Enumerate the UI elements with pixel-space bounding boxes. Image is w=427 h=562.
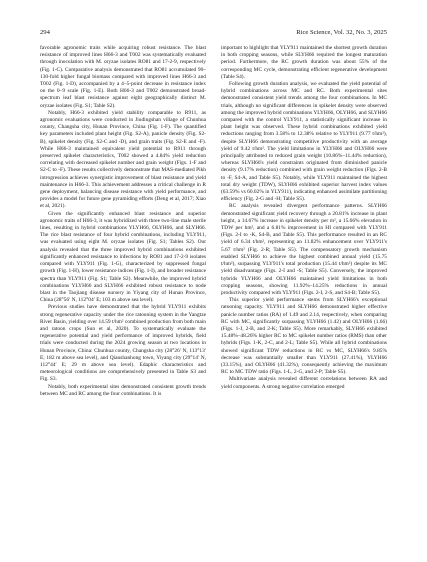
right-column (221, 45, 387, 550)
journal-citation: Rice Science, Vol. 32, No. 3, 2025 (296, 29, 387, 36)
paragraph: favorable agronomic traits while acquiring robust resistance. The blast resistance of improved lines H66-3 and T002 was systematically evaluated through inoculation with M. oryzae isolates RO81 and 17-2-9, respectively (Fig. 1-C). Comparative analysis demonstrated that RO81 accumulated 90–130-fold higher fungal biomass compared with improved lines H66-3 and T002 (Fig. 1-D), accompanied by a 4–5-point decrease in resistance index on the 0–9 scale (Fig. 1-E). Both H66-3 and T002 demonstrated broad-spectrum leaf blast resistance against eight geographically distinct M. oryzae isolates (Fig. S1; Table S2). (40, 45, 206, 109)
paragraph: This superior yield performance stems from SLYH66's exceptional ratooning capacity. YLY911 and SLYH66 demonstrated higher effective panicle number ratios (RA) of 1.49 and 2.14, respectively, when comparing RC with MC, significantly surpassing YLYH66 (1.42) and OLYH66 (1.66) (Figs. 1-J, 2-B, and 2-K; Table S5). More remarkably, SLYH66 exhibited 15.48%–48.26% higher RC to MC spikelet number ratios (RMS) than other hybrids (Figs. 1-K, 2-C, and 2-L; Table S5). While all hybrid combinations showed significant TDW reductions in RC vs MC, SLYH66's 9.85% decrease was substantially smaller than YLY911 (27.41%), YLYH66 (33.15%), and OLYH66 (41.32%), consequently achieving the maximum RC to MC TDW ratio (Figs. 1-L, 2-G, and 2-P; Table S5). (221, 297, 387, 376)
paragraph: Notably, H66-3 exhibited yield stability comparable to R911, as agronomic evaluations were conducted in Jiudingshan village of Chunhua county, Changsha city, Hunan Province, China (Fig. 1-F). The quantified key parameters included plant height (Fig. S2-A), panicle density (Fig. S2-B), spikelet density (Fig. S2-C and -D), and grain traits (Fig. S2-E and -F). While H66-3 maintained equivalent yield potential to R911 through preserved spikelet characteristics, T002 showed a 4.84% yield reduction correlating with decreased spikelet number and grain weight (Figs. 1-F and S2-C to -F). These results collectively demonstrate that MAS-mediated Pikh introgression achieves synergistic improvement of blast resistance and yield maintenance in H66-3. This achievement addresses a critical challenge in R gene deployment, balancing disease resistance with yield performance, and provides a model for future gene pyramiding efforts (Deng et al, 2017; Xiao et al, 2021). (40, 109, 206, 210)
paragraph: Notably, both experimental sites demonstrated consistent growth trends between MC and RC among the four combinations. It is (40, 383, 206, 397)
paragraph: Following growth duration analysis, we evaluated the yield potential of hybrid combinations across MC and RC. Both experimental sites demonstrated consistent yield trends among the four combinations. In MC trials, although no significant differences in spikelet density were observed among the improved hybrid combinations YLYH66, OLYH66, and SLYH66 compared with the control YLY911, a statistically significant increase in plant height was observed. These hybrid combinations exhibited yield reductions ranging from 3.58% to 12.38% relative to YLY911 (9.77 t/hm²), despite SLYH66 demonstrating competitive productivity with an average yield of 9.42 t/hm². The yield limitations in YLYH66 and OLYH66 were principally attributed to reduced grain weight (10.86%–11.44% reduction), whereas SLYH66's yield constraints originated from diminished panicle density (9.17% reduction) combined with grain weight reduction (Figs. 2-B to -F, S4-A, and Table S5). Notably, while YLY911 maintained the highest total dry weight (TDW), SLYH66 exhibited superior harvest index values (63.59% vs 60.02% in YLY911), indicating enhanced assimilate partitioning efficiency (Fig. 2-G and -H; Table S5). (221, 81, 387, 203)
left-column (40, 45, 206, 550)
paragraph: Previous studies have demonstrated that the hybrid YLY911 exhibits strong regenerative capacity under the rice ratooning system in the Yangtze River Basin, yielding over 14.59 t/hm² combined production from both main and ratoon crops (Sun et al, 2020). To systematically evaluate the regenerative potential and yield performance of improved hybrids, field trials were conducted during the 2024 growing season at two locations in Hunan Province, China: Chunhua county, Changsha city (28°26′ N, 113°13′ E; 182 m above sea level), and Qianshanhong town, Yiyang city (29°14′ N, 112°44′ E; 29 m above sea level). Edaphic characteristics and meteorological conditions are comprehensively presented in Table S3 and Fig. S3. (40, 304, 206, 383)
paragraph: Given the significantly enhanced blast resistance and superior agronomic traits of H66-3, it was hybridized with three two-line male sterile lines, resulting in hybrid combinations YLYH66, OLYH66, and SLYH66. The rice blast resistance of four hybrid combinations, including YLY911, was evaluated using eight M. oryzae isolates (Fig. S1; Tables S2). Our analysis revealed that the three improved hybrid combinations exhibited significantly enhanced resistance to infections by RO81 and 17-2-9 isolates compared with YLY911 (Fig. 1-G), characterized by suppressed fungal growth (Fig. 1-H), lower resistance indices (Fig. 1-I), and broader resistance spectra than YLY911 (Fig. S1; Table S2). Meanwhile, the improved hybrid combinations YLYH66 and SLYH66 exhibited robust resistance to node blast in the Taojiang disease nursery in Yiyang city of Hunan Province, China (28°56′ N, 112°04′ E; 103 m above sea level). (40, 210, 206, 304)
running-header (40, 27, 387, 39)
paragraph: Multivariate analysis revealed different correlations between RA and yield components. A strong negative correlation emerged (221, 376, 387, 390)
paragraph: important to highlight that YLY911 maintained the shortest growth duration in both cropping seasons, while SLYH66 required the longest maturation period. Furthermore, the RC growth duration was about 55% of the corresponding MC cycle, demonstrating efficient regenerative development (Table S4). (221, 45, 387, 80)
paragraph: RC analysis revealed divergent performance patterns. SLYH66 demonstrated significant yield recovery through a 20.81% increase in plant height, a 14.67% increase in spikelet density per m², a 15.66% elevation in TDW per hm², and a 6.81% improvement in HI compared with YLY911 (Figs. 2-I to -K, S4-B, and Table S5). This performance resulted in an RC yield of 6.34 t/hm², representing an 11.82% enhancement over YLY911's 5.67 t/hm² (Fig. 2-R; Table S5). The compensatory growth mechanism enabled SLYH66 to achieve the highest combined annual yield (15.75 t/hm²), surpassing YLY911's total production (15.44 t/hm²) despite its MC yield disadvantage (Figs. 2-I and -S; Table S5). Conversely, the improved hybrids YLYH66 and OLYH66 maintained yield limitations in both cropping seasons, showing 11.92%–14.25% reductions in annual productivity compared with YLY911 (Figs. 2-I, 2-S, and S4-B; Table S5). (221, 203, 387, 296)
page-number: 294 (40, 29, 50, 36)
